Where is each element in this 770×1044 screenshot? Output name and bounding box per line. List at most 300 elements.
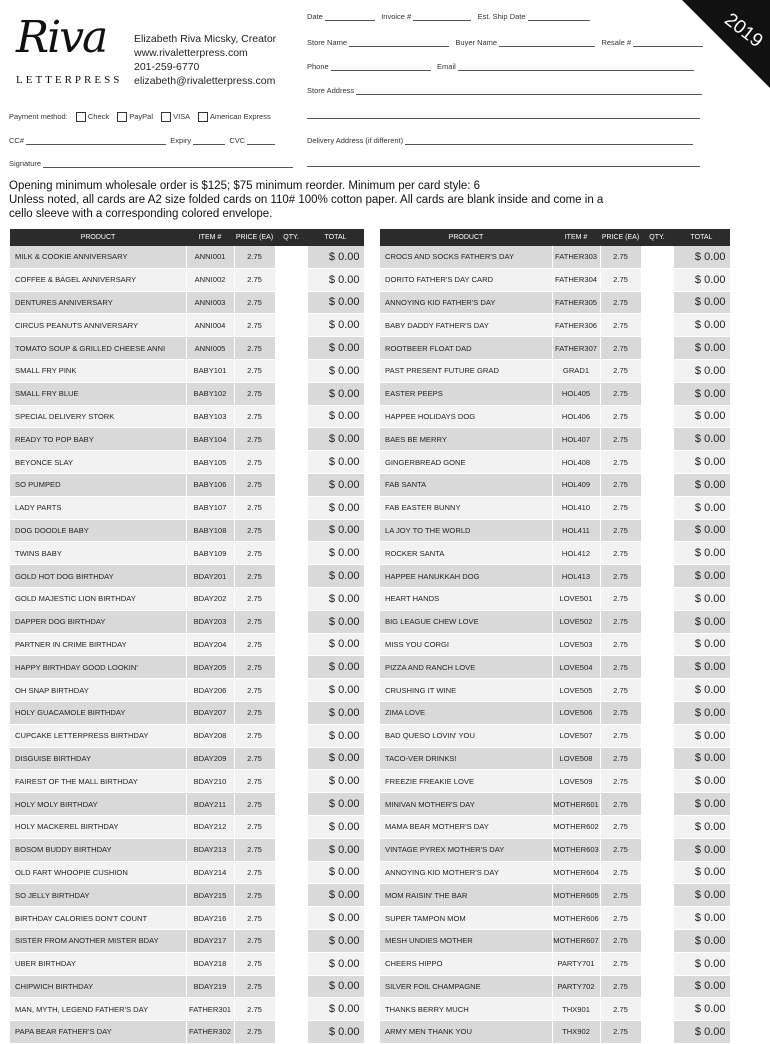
quantity-field[interactable] <box>641 587 673 610</box>
line-total: $ 0.00 <box>673 793 730 816</box>
quantity-field[interactable] <box>275 770 307 793</box>
product-name: COFFEE & BAGEL ANNIVERSARY <box>10 268 186 291</box>
line-total: $ 0.00 <box>673 952 730 975</box>
quantity-field[interactable] <box>275 747 307 770</box>
unit-price: 2.75 <box>234 633 275 656</box>
unit-price: 2.75 <box>600 838 641 861</box>
quantity-field[interactable] <box>641 337 673 360</box>
resale-field[interactable] <box>633 38 703 47</box>
unit-price: 2.75 <box>600 542 641 565</box>
line-total: $ 0.00 <box>673 815 730 838</box>
unit-price: 2.75 <box>600 314 641 337</box>
unit-price: 2.75 <box>234 291 275 314</box>
product-name: MESH UNDIES MOTHER <box>380 929 552 952</box>
item-number: LOVE508 <box>552 747 600 770</box>
unit-price: 2.75 <box>600 268 641 291</box>
unit-price: 2.75 <box>234 815 275 838</box>
quantity-field[interactable] <box>641 633 673 656</box>
table-row <box>380 382 730 405</box>
item-number: LOVE502 <box>552 610 600 633</box>
expiry-field[interactable] <box>193 136 225 145</box>
item-number: MOTHER603 <box>552 838 600 861</box>
table-row <box>10 838 364 861</box>
quantity-field[interactable] <box>641 952 673 975</box>
line-total: $ 0.00 <box>307 656 364 679</box>
unit-price: 2.75 <box>600 633 641 656</box>
item-number: BDAY205 <box>186 656 234 679</box>
item-number: MOTHER601 <box>552 793 600 816</box>
unit-price: 2.75 <box>234 975 275 998</box>
product-name: ZIMA LOVE <box>380 701 552 724</box>
item-number: HOL407 <box>552 428 600 451</box>
quantity-field[interactable] <box>641 382 673 405</box>
table-row <box>380 496 730 519</box>
product-name: FAB EASTER BUNNY <box>380 496 552 519</box>
item-number: FATHER302 <box>186 1021 234 1044</box>
quantity-field[interactable] <box>641 747 673 770</box>
product-name: TWINS BABY <box>10 542 186 565</box>
line-total: $ 0.00 <box>673 496 730 519</box>
amex-checkbox[interactable] <box>198 112 208 122</box>
quantity-field[interactable] <box>641 451 673 474</box>
quantity-field[interactable] <box>641 701 673 724</box>
header-price: PRICE (EA) <box>600 229 641 246</box>
item-number: MOTHER604 <box>552 861 600 884</box>
table-row <box>10 382 364 405</box>
unit-price: 2.75 <box>234 929 275 952</box>
paypal-checkbox[interactable] <box>117 112 127 122</box>
quantity-field[interactable] <box>641 519 673 542</box>
unit-price: 2.75 <box>600 701 641 724</box>
quantity-field[interactable] <box>275 907 307 930</box>
delivery-field[interactable] <box>405 136 693 145</box>
product-name: CHEERS HIPPO <box>380 952 552 975</box>
item-number: FATHER305 <box>552 291 600 314</box>
unit-price: 2.75 <box>600 291 641 314</box>
item-number: MOTHER607 <box>552 929 600 952</box>
item-number: BDAY207 <box>186 701 234 724</box>
quantity-field[interactable] <box>275 473 307 496</box>
quantity-field[interactable] <box>275 565 307 588</box>
item-number: FATHER304 <box>552 268 600 291</box>
quantity-field[interactable] <box>641 473 673 496</box>
line-total: $ 0.00 <box>673 405 730 428</box>
unit-price: 2.75 <box>600 359 641 382</box>
product-name: HEART HANDS <box>380 587 552 610</box>
quantity-field[interactable] <box>275 975 307 998</box>
unit-price: 2.75 <box>234 747 275 770</box>
table-row <box>380 519 730 542</box>
quantity-field[interactable] <box>275 519 307 542</box>
item-number: MOTHER606 <box>552 907 600 930</box>
item-number: FATHER306 <box>552 314 600 337</box>
item-number: HOL409 <box>552 473 600 496</box>
line-total: $ 0.00 <box>307 542 364 565</box>
line-total: $ 0.00 <box>673 337 730 360</box>
quantity-field[interactable] <box>641 542 673 565</box>
line-total: $ 0.00 <box>307 268 364 291</box>
date-field[interactable] <box>325 12 375 21</box>
line-total: $ 0.00 <box>307 998 364 1021</box>
table-row <box>380 542 730 565</box>
item-number: HOL410 <box>552 496 600 519</box>
line-total: $ 0.00 <box>307 679 364 702</box>
product-name: FREEZIE FREAKIE LOVE <box>380 770 552 793</box>
product-name: DAPPER DOG BIRTHDAY <box>10 610 186 633</box>
line-total: $ 0.00 <box>673 770 730 793</box>
line-total: $ 0.00 <box>307 861 364 884</box>
line-total: $ 0.00 <box>307 382 364 405</box>
item-number: BDAY201 <box>186 565 234 588</box>
quantity-field[interactable] <box>641 907 673 930</box>
item-number: BDAY219 <box>186 975 234 998</box>
header-qty: QTY. <box>275 229 307 246</box>
quantity-field[interactable] <box>275 1021 307 1044</box>
store-row <box>307 38 703 47</box>
product-name: DENTURES ANNIVERSARY <box>10 291 186 314</box>
header-qty: QTY. <box>641 229 673 246</box>
website: www.rivaletterpress.com <box>134 47 248 59</box>
table-row <box>10 861 364 884</box>
signature-label: Signature <box>9 159 42 168</box>
store-address-row <box>307 86 702 95</box>
delivery-label: Delivery Address (if different) <box>307 136 404 145</box>
unit-price: 2.75 <box>234 473 275 496</box>
quantity-field[interactable] <box>641 884 673 907</box>
item-number: BDAY216 <box>186 907 234 930</box>
delivery-row <box>307 136 693 145</box>
quantity-field[interactable] <box>641 610 673 633</box>
visa-checkbox[interactable] <box>161 112 171 122</box>
quantity-field[interactable] <box>641 656 673 679</box>
product-name: GOLD HOT DOG BIRTHDAY <box>10 565 186 588</box>
line-total: $ 0.00 <box>307 1021 364 1044</box>
line-total: $ 0.00 <box>307 770 364 793</box>
item-number: ANNI004 <box>186 314 234 337</box>
quantity-field[interactable] <box>275 838 307 861</box>
order-notes <box>9 179 609 221</box>
unit-price: 2.75 <box>234 382 275 405</box>
quantity-field[interactable] <box>275 929 307 952</box>
table-row <box>10 496 364 519</box>
quantity-field[interactable] <box>275 724 307 747</box>
item-number: HOL413 <box>552 565 600 588</box>
line-total: $ 0.00 <box>307 793 364 816</box>
quantity-field[interactable] <box>641 1021 673 1044</box>
item-number: BABY107 <box>186 496 234 519</box>
product-name: PAPA BEAR FATHER'S DAY <box>10 1021 186 1044</box>
table-row <box>380 633 730 656</box>
product-name: FAIREST OF THE MALL BIRTHDAY <box>10 770 186 793</box>
table-row <box>10 610 364 633</box>
table-row <box>10 246 364 268</box>
item-number: BABY102 <box>186 382 234 405</box>
signature-row <box>9 159 293 168</box>
table-row <box>380 291 730 314</box>
table-row <box>380 610 730 633</box>
buyer-name-field[interactable] <box>499 38 595 47</box>
email-field[interactable] <box>458 62 694 71</box>
line-total: $ 0.00 <box>307 724 364 747</box>
table-row <box>10 770 364 793</box>
product-name: EASTER PEEPS <box>380 382 552 405</box>
quantity-field[interactable] <box>641 975 673 998</box>
table-row <box>380 405 730 428</box>
line-total: $ 0.00 <box>307 246 364 268</box>
phone-label: Phone <box>307 62 329 71</box>
quantity-field[interactable] <box>641 770 673 793</box>
item-number: BDAY214 <box>186 861 234 884</box>
quantity-field[interactable] <box>641 724 673 747</box>
quantity-field[interactable] <box>275 382 307 405</box>
quantity-field[interactable] <box>275 337 307 360</box>
product-name: MINIVAN MOTHER'S DAY <box>380 793 552 816</box>
product-name: PAST PRESENT FUTURE GRAD <box>380 359 552 382</box>
ship-date-field[interactable] <box>528 12 590 21</box>
product-name: ANNOYING KID MOTHER'S DAY <box>380 861 552 884</box>
unit-price: 2.75 <box>600 929 641 952</box>
unit-price: 2.75 <box>234 246 275 268</box>
item-number: LOVE503 <box>552 633 600 656</box>
unit-price: 2.75 <box>234 405 275 428</box>
quantity-field[interactable] <box>641 496 673 519</box>
quantity-field[interactable] <box>641 838 673 861</box>
unit-price: 2.75 <box>600 815 641 838</box>
line-total: $ 0.00 <box>307 815 364 838</box>
unit-price: 2.75 <box>234 565 275 588</box>
product-name: ARMY MEN THANK YOU <box>380 1021 552 1044</box>
product-name: DISGUISE BIRTHDAY <box>10 747 186 770</box>
unit-price: 2.75 <box>600 656 641 679</box>
date-label: Date <box>307 12 323 21</box>
quantity-field[interactable] <box>275 291 307 314</box>
store-address-line-2[interactable] <box>307 118 700 119</box>
line-total: $ 0.00 <box>307 952 364 975</box>
header-total: TOTAL <box>307 229 364 246</box>
invoice-field[interactable] <box>413 12 471 21</box>
header-total: TOTAL <box>673 229 730 246</box>
item-number: BDAY204 <box>186 633 234 656</box>
line-total: $ 0.00 <box>673 382 730 405</box>
product-name: BIG LEAGUE CHEW LOVE <box>380 610 552 633</box>
logo-wordmark: Riva <box>16 12 107 63</box>
phone-email-row <box>307 62 694 71</box>
quantity-field[interactable] <box>275 952 307 975</box>
quantity-field[interactable] <box>641 405 673 428</box>
line-total: $ 0.00 <box>673 747 730 770</box>
unit-price: 2.75 <box>600 861 641 884</box>
quantity-field[interactable] <box>275 633 307 656</box>
line-total: $ 0.00 <box>307 907 364 930</box>
cvc-field[interactable] <box>247 136 275 145</box>
invoice-label: Invoice # <box>381 12 412 21</box>
quantity-field[interactable] <box>641 291 673 314</box>
payment-method-label: Payment method: <box>9 112 68 121</box>
header-price: PRICE (EA) <box>234 229 275 246</box>
quantity-field[interactable] <box>275 314 307 337</box>
quantity-field[interactable] <box>641 428 673 451</box>
unit-price: 2.75 <box>234 884 275 907</box>
item-number: LOVE501 <box>552 587 600 610</box>
product-name: SO JELLY BIRTHDAY <box>10 884 186 907</box>
check-label: Check <box>87 112 110 121</box>
line-total: $ 0.00 <box>307 838 364 861</box>
quantity-field[interactable] <box>275 542 307 565</box>
quantity-field[interactable] <box>275 701 307 724</box>
quantity-field[interactable] <box>275 496 307 519</box>
line-total: $ 0.00 <box>673 656 730 679</box>
unit-price: 2.75 <box>600 496 641 519</box>
table-row <box>10 998 364 1021</box>
item-number: LOVE504 <box>552 656 600 679</box>
line-total: $ 0.00 <box>673 565 730 588</box>
email-address: elizabeth@rivaletterpress.com <box>134 75 276 87</box>
item-number: BDAY208 <box>186 724 234 747</box>
quantity-field[interactable] <box>641 793 673 816</box>
unit-price: 2.75 <box>600 724 641 747</box>
header-product: PRODUCT <box>10 229 186 246</box>
store-name-field[interactable] <box>349 38 449 47</box>
quantity-field[interactable] <box>641 861 673 884</box>
table-row <box>10 815 364 838</box>
quantity-field[interactable] <box>641 998 673 1021</box>
quantity-field[interactable] <box>275 451 307 474</box>
quantity-field[interactable] <box>275 815 307 838</box>
item-number: HOL412 <box>552 542 600 565</box>
store-address-label: Store Address <box>307 86 355 95</box>
signature-field[interactable] <box>43 159 293 168</box>
unit-price: 2.75 <box>600 382 641 405</box>
product-name: LA JOY TO THE WORLD <box>380 519 552 542</box>
unit-price: 2.75 <box>600 473 641 496</box>
line-total: $ 0.00 <box>307 929 364 952</box>
item-number: ANNI001 <box>186 246 234 268</box>
line-total: $ 0.00 <box>673 359 730 382</box>
table-row <box>10 337 364 360</box>
product-name: CUPCAKE LETTERPRESS BIRTHDAY <box>10 724 186 747</box>
unit-price: 2.75 <box>234 519 275 542</box>
unit-price: 2.75 <box>600 565 641 588</box>
resale-label: Resale # <box>601 38 632 47</box>
quantity-field[interactable] <box>275 884 307 907</box>
item-number: BDAY202 <box>186 587 234 610</box>
table-row <box>380 701 730 724</box>
table-row <box>380 587 730 610</box>
product-name: SUPER TAMPON MOM <box>380 907 552 930</box>
table-row <box>380 679 730 702</box>
item-number: GRAD1 <box>552 359 600 382</box>
quantity-field[interactable] <box>275 359 307 382</box>
quantity-field[interactable] <box>641 929 673 952</box>
amex-label: American Express <box>209 112 271 121</box>
quantity-field[interactable] <box>641 565 673 588</box>
table-row <box>380 724 730 747</box>
unit-price: 2.75 <box>234 838 275 861</box>
line-total: $ 0.00 <box>307 428 364 451</box>
quantity-field[interactable] <box>275 656 307 679</box>
product-name: TACO-VER DRINKS! <box>380 747 552 770</box>
item-number: BDAY210 <box>186 770 234 793</box>
line-total: $ 0.00 <box>307 291 364 314</box>
year-label: 2019 <box>720 9 767 52</box>
store-address-field[interactable] <box>356 86 702 95</box>
line-total: $ 0.00 <box>673 519 730 542</box>
table-row <box>380 861 730 884</box>
quantity-field[interactable] <box>275 246 307 268</box>
quantity-field[interactable] <box>275 428 307 451</box>
quantity-field[interactable] <box>275 861 307 884</box>
check-checkbox[interactable] <box>76 112 86 122</box>
quantity-field[interactable] <box>641 679 673 702</box>
header-item: ITEM # <box>552 229 600 246</box>
quantity-field[interactable] <box>641 359 673 382</box>
unit-price: 2.75 <box>234 451 275 474</box>
contact-block <box>134 32 276 88</box>
unit-price: 2.75 <box>234 610 275 633</box>
quantity-field[interactable] <box>641 815 673 838</box>
table-row <box>380 428 730 451</box>
line-total: $ 0.00 <box>307 975 364 998</box>
item-number: BABY109 <box>186 542 234 565</box>
product-name: DOG DOODLE BABY <box>10 519 186 542</box>
table-row <box>380 314 730 337</box>
quantity-field[interactable] <box>641 314 673 337</box>
product-name: PIZZA AND RANCH LOVE <box>380 656 552 679</box>
quantity-field[interactable] <box>641 246 673 268</box>
quantity-field[interactable] <box>275 587 307 610</box>
line-total: $ 0.00 <box>673 884 730 907</box>
table-row <box>380 998 730 1021</box>
quantity-field[interactable] <box>275 998 307 1021</box>
quantity-field[interactable] <box>275 610 307 633</box>
table-row <box>380 770 730 793</box>
unit-price: 2.75 <box>600 405 641 428</box>
table-row <box>10 793 364 816</box>
item-number: BDAY211 <box>186 793 234 816</box>
line-total: $ 0.00 <box>673 291 730 314</box>
line-total: $ 0.00 <box>673 838 730 861</box>
unit-price: 2.75 <box>600 952 641 975</box>
product-name: MAMA BEAR MOTHER'S DAY <box>380 815 552 838</box>
item-number: THX902 <box>552 1021 600 1044</box>
unit-price: 2.75 <box>600 428 641 451</box>
unit-price: 2.75 <box>600 610 641 633</box>
item-number: PARTY702 <box>552 975 600 998</box>
item-number: BDAY213 <box>186 838 234 861</box>
table-row <box>380 451 730 474</box>
quantity-field[interactable] <box>275 679 307 702</box>
quantity-field[interactable] <box>275 268 307 291</box>
table-row <box>10 542 364 565</box>
unit-price: 2.75 <box>234 337 275 360</box>
table-row <box>10 747 364 770</box>
table-row <box>10 405 364 428</box>
line-total: $ 0.00 <box>673 451 730 474</box>
line-total: $ 0.00 <box>673 610 730 633</box>
quantity-field[interactable] <box>275 793 307 816</box>
item-number: FATHER303 <box>552 246 600 268</box>
table-row <box>10 656 364 679</box>
phone-field[interactable] <box>331 62 431 71</box>
quantity-field[interactable] <box>275 405 307 428</box>
line-total: $ 0.00 <box>307 496 364 519</box>
cc-field[interactable] <box>26 136 166 145</box>
delivery-line-2[interactable] <box>307 166 700 167</box>
item-number: BABY103 <box>186 405 234 428</box>
quantity-field[interactable] <box>641 268 673 291</box>
email-label: Email <box>437 62 456 71</box>
item-number: BDAY212 <box>186 815 234 838</box>
